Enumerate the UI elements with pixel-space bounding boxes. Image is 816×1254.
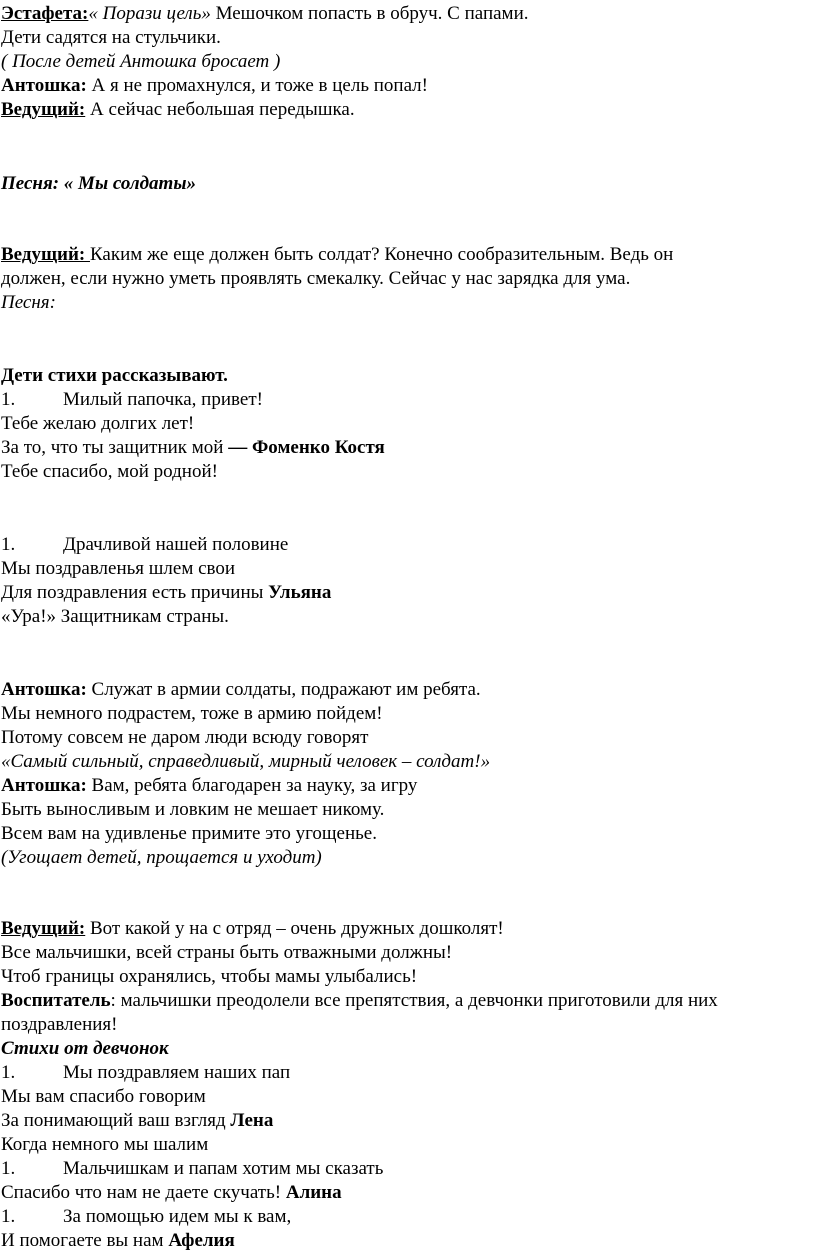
text-line: Быть выносливым и ловким не мешает никому. <box>1 799 385 820</box>
text-line <box>1 581 331 605</box>
speech-text: Вам, ребята благодарен за науку, за игру <box>86 775 418 796</box>
text-line: Тебе спасибо, мой родной! <box>1 461 218 482</box>
section-heading <box>1 1037 169 1061</box>
speech-text: Каким же еще должен быть солдат? Конечно сообразительным. Ведь он <box>89 244 674 265</box>
stage-direction-text: (Угощает детей, прощается и уходит) <box>1 847 322 868</box>
list-number: 1. <box>1 1158 16 1179</box>
text-line: Тебе желаю долгих лет! <box>1 413 195 434</box>
text-line: «Ура!» Защитникам страны. <box>1 606 229 627</box>
teacher-line <box>1 989 718 1013</box>
child-name: Афелия <box>168 1230 235 1251</box>
list-number: 1. <box>1 534 16 555</box>
song-title: Песня: « Мы солдаты» <box>1 173 197 194</box>
poem-text: За понимающий ваш взгляд <box>1 1110 231 1131</box>
list-text: Милый папочка, привет! <box>63 389 263 410</box>
text-line <box>1 1181 342 1205</box>
text-line: Мы вам спасибо говорим <box>1 1086 206 1107</box>
list-item <box>1 1205 291 1229</box>
text-line: Дети садятся на стульчики. <box>1 27 221 48</box>
list-number: 1. <box>1 1206 16 1227</box>
host-line <box>1 917 504 941</box>
quote-text: «Самый сильный, справедливый, мирный человек – солдат!» <box>1 751 491 772</box>
text-line <box>1 1229 235 1253</box>
list-item <box>1 388 263 412</box>
speaker-label: Антошка: <box>1 679 87 700</box>
speaker-label: Ведущий: <box>1 99 86 120</box>
list-item <box>1 533 288 557</box>
text-line <box>1 436 385 460</box>
text-line <box>1 1109 273 1133</box>
speaker-label: Антошка: <box>1 75 87 96</box>
speech-text: Вот какой у на с отряд – очень дружных дошколят! <box>85 918 504 939</box>
poem-text: За то, что ты защитник мой <box>1 437 229 458</box>
list-item <box>1 1157 383 1181</box>
list-number: 1. <box>1 1062 16 1083</box>
text-line: Всем вам на удивленье примите это угощенье. <box>1 823 377 844</box>
list-text: За помощью идем мы к вам, <box>63 1206 292 1227</box>
text-line: поздравления! <box>1 1014 118 1035</box>
text-line: Мы немного подрастем, тоже в армию пойдем! <box>1 703 383 724</box>
text-line: Когда немного мы шалим <box>1 1134 209 1155</box>
antoshka-line <box>1 774 417 798</box>
list-text: Мы поздравляем наших пап <box>63 1062 291 1083</box>
child-name: Ульяна <box>268 582 332 603</box>
child-name: — Фоменко Костя <box>228 437 385 458</box>
stage-direction <box>1 50 280 74</box>
speaker-label: Воспитатель <box>1 990 111 1011</box>
relay-label: Эстафета: <box>1 3 89 24</box>
list-item <box>1 1061 290 1085</box>
speech-text: А я не промахнулся, и тоже в цель попал! <box>86 75 428 96</box>
quote-line <box>1 750 490 774</box>
speech-text: : мальчишки преодолели все препятствия, а девчонки приготовили для них <box>110 990 718 1011</box>
text-line: Потому совсем не даром люди всюду говорят <box>1 727 369 748</box>
child-name: Алина <box>285 1182 342 1203</box>
section-heading-text: Стихи от девчонок <box>1 1038 169 1059</box>
antoshka-line <box>1 678 481 702</box>
song-note <box>1 291 56 315</box>
relay-line <box>1 2 529 26</box>
speaker-label: Антошка: <box>1 775 87 796</box>
speaker-label: Ведущий: <box>1 918 86 939</box>
poem-text: Для поздравления есть причины <box>1 582 269 603</box>
speech-text: А сейчас небольшая передышка. <box>85 99 355 120</box>
stage-direction-text: ( После детей Антошка бросает ) <box>1 51 281 72</box>
poem-text: Спасибо что нам не даете скучать! <box>1 1182 286 1203</box>
section-heading <box>1 364 228 388</box>
text-line: Все мальчишки, всей страны быть отважными должны! <box>1 942 453 963</box>
antoshka-line <box>1 74 428 98</box>
relay-text: Мешочком попасть в обруч. С папами. <box>210 3 529 24</box>
section-heading-text: Дети стихи рассказывают. <box>1 365 228 386</box>
list-text: Мальчишкам и папам хотим мы сказать <box>63 1158 384 1179</box>
child-name: Лена <box>230 1110 274 1131</box>
host-line <box>1 98 355 122</box>
poem-text: И помогаете вы нам <box>1 1230 169 1251</box>
list-number: 1. <box>1 389 16 410</box>
host-line <box>1 243 673 267</box>
list-text: Драчливой нашей половине <box>63 534 289 555</box>
speaker-label: Ведущий: <box>1 244 90 265</box>
text-line: Чтоб границы охранялись, чтобы мамы улыбались! <box>1 966 418 987</box>
song-heading <box>1 172 196 196</box>
song-note-text: Песня: <box>1 292 56 313</box>
text-line: должен, если нужно уметь проявлять смекалку. Сейчас у нас зарядка для ума. <box>1 268 631 289</box>
relay-title: « Порази цель» <box>88 3 211 24</box>
text-line: Мы поздравленья шлем свои <box>1 558 236 579</box>
stage-direction <box>1 846 322 870</box>
speech-text: Служат в армии солдаты, подражают им ребята. <box>86 679 481 700</box>
